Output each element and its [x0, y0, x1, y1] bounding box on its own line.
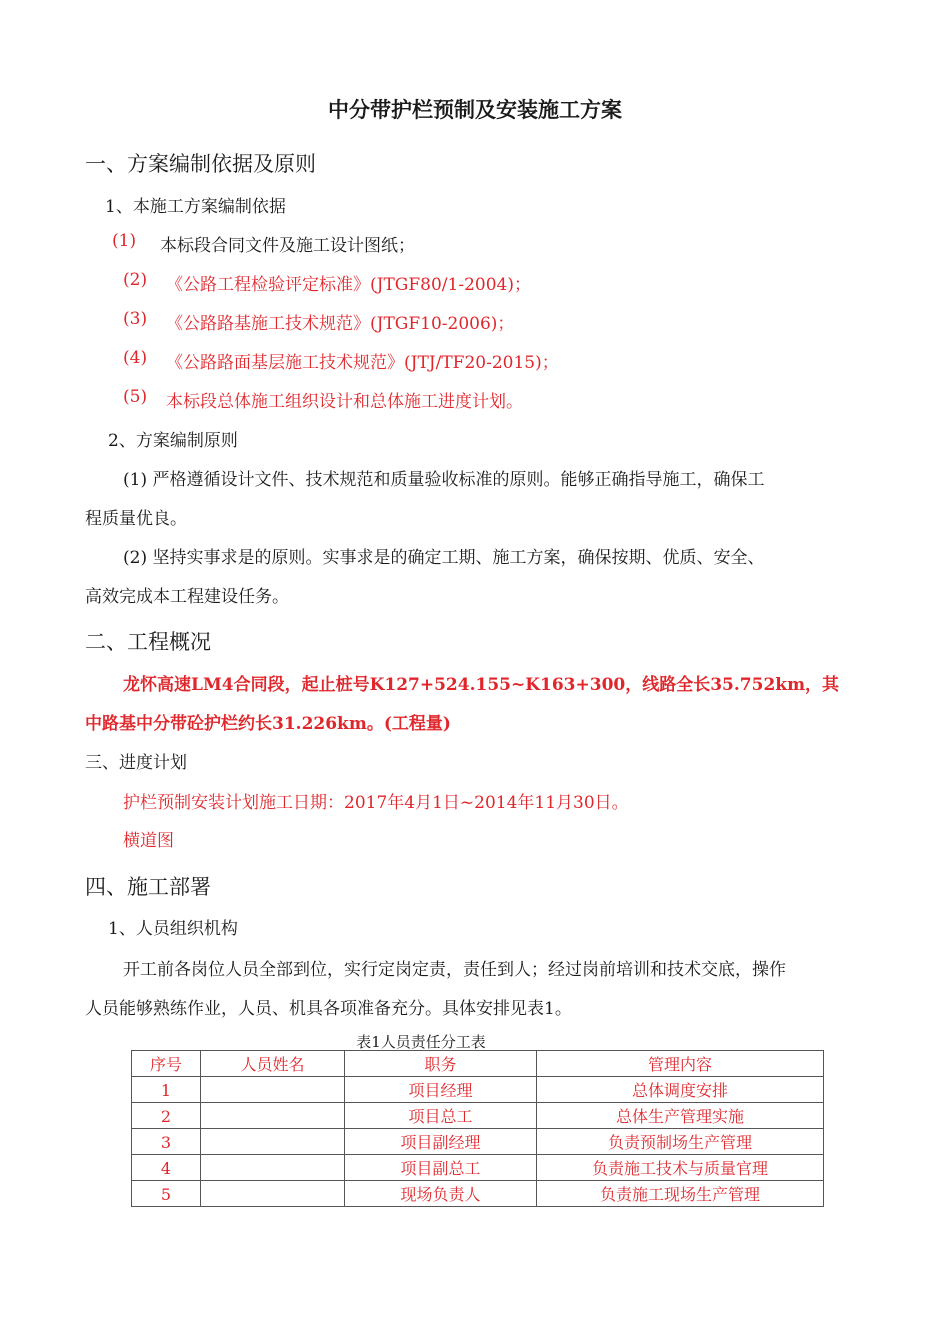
table-cell: [201, 1077, 345, 1103]
overview-line-2: 中路基中分带砼护栏约长31.226km。(工程量): [85, 714, 451, 734]
header-cell: 人员姓名: [201, 1051, 345, 1077]
basis-item-num: (5): [123, 387, 148, 407]
table-cell: 3: [132, 1129, 201, 1155]
basis-item-text: 本标段总体施工组织设计和总体施工进度计划。: [166, 392, 523, 412]
principle-2-line-1: (2) 坚持实事求是的原则。实事求是的确定工期、施工方案，确保按期、优质、安全、: [123, 548, 765, 568]
table-cell: 项目副总工: [345, 1155, 537, 1181]
section-1-sub-2: 2、方案编制原则: [108, 431, 238, 451]
table-row: [132, 1155, 824, 1181]
table-cell: [201, 1103, 345, 1129]
table-cell: [201, 1129, 345, 1155]
table-cell: 负责施工技术与质量官理: [537, 1155, 824, 1181]
table-cell: [201, 1181, 345, 1207]
basis-item-num: (4): [123, 348, 148, 368]
header-cell: 管理内容: [537, 1051, 824, 1077]
responsibility-table: [131, 1050, 824, 1207]
section-3-heading: 三、进度计划: [85, 753, 187, 773]
schedule-line: 护栏预制安装计划施工日期：2017年4月1日~2014年11月30日。: [123, 793, 629, 813]
table-row: [132, 1181, 824, 1207]
table-cell: 1: [132, 1077, 201, 1103]
table-header-row: [132, 1051, 824, 1077]
section-1-heading: 一、方案编制依据及原则: [85, 152, 316, 176]
basis-item-num: (1): [112, 231, 137, 251]
table-cell: 项目总工: [345, 1103, 537, 1129]
principle-2-line-2: 高效完成本工程建设任务。: [85, 587, 289, 607]
header-cell: 职务: [345, 1051, 537, 1077]
table-row: [132, 1129, 824, 1155]
table-cell: 负责预制场生产管理: [537, 1129, 824, 1155]
table-cell: 2: [132, 1103, 201, 1129]
table-cell: 总体生产管理实施: [537, 1103, 824, 1129]
section-2-heading: 二、工程概况: [85, 630, 211, 654]
table-cell: 总体调度安排: [537, 1077, 824, 1103]
table-cell: 5: [132, 1181, 201, 1207]
section-4-heading: 四、施工部署: [85, 875, 211, 899]
table-cell: 项目副经理: [345, 1129, 537, 1155]
table-cell: [201, 1155, 345, 1181]
table-row: [132, 1077, 824, 1103]
table-cell: 4: [132, 1155, 201, 1181]
section-4-sub-1: 1、人员组织机构: [108, 919, 238, 939]
basis-item-text: 《公路工程检验评定标准》(JTGF80/1-2004)；: [166, 275, 531, 295]
table-row: [132, 1103, 824, 1129]
document-title: 中分带护栏预制及安装施工方案: [328, 98, 622, 122]
section-1-sub-1: 1、本施工方案编制依据: [105, 197, 286, 217]
table-caption: 表1人员责任分工表: [356, 1033, 486, 1051]
gantt-chart-link: 横道图: [123, 831, 174, 851]
basis-item-text: 《公路路基施工技术规范》(JTGF10-2006)；: [166, 314, 515, 334]
basis-item-text: 本标段合同文件及施工设计图纸；: [160, 236, 415, 256]
staffing-para-line-2: 人员能够熟练作业，人员、机具各项准备充分。具体安排见表1。: [85, 999, 572, 1019]
header-cell: 序号: [132, 1051, 201, 1077]
principle-1-line-1: (1) 严格遵循设计文件、技术规范和质量验收标准的原则。能够正确指导施工，确保工: [123, 470, 765, 490]
principle-1-line-2: 程质量优良。: [85, 509, 187, 529]
table-cell: 项目经理: [345, 1077, 537, 1103]
staffing-para-line-1: 开工前各岗位人员全部到位，实行定岗定责，责任到人；经过岗前培训和技术交底，操作: [123, 960, 786, 980]
basis-item-num: (2): [123, 270, 148, 290]
overview-line-1: 龙怀高速LM4合同段，起止桩号K127+524.155~K163+300，线路全长35.752km，其: [123, 675, 840, 695]
table-cell: 现场负责人: [345, 1181, 537, 1207]
basis-item-text: 《公路路面基层施工技术规范》(JTJ/TF20-2015)；: [166, 353, 559, 373]
table-cell: 负责施工现场生产管理: [537, 1181, 824, 1207]
basis-item-num: (3): [123, 309, 148, 329]
